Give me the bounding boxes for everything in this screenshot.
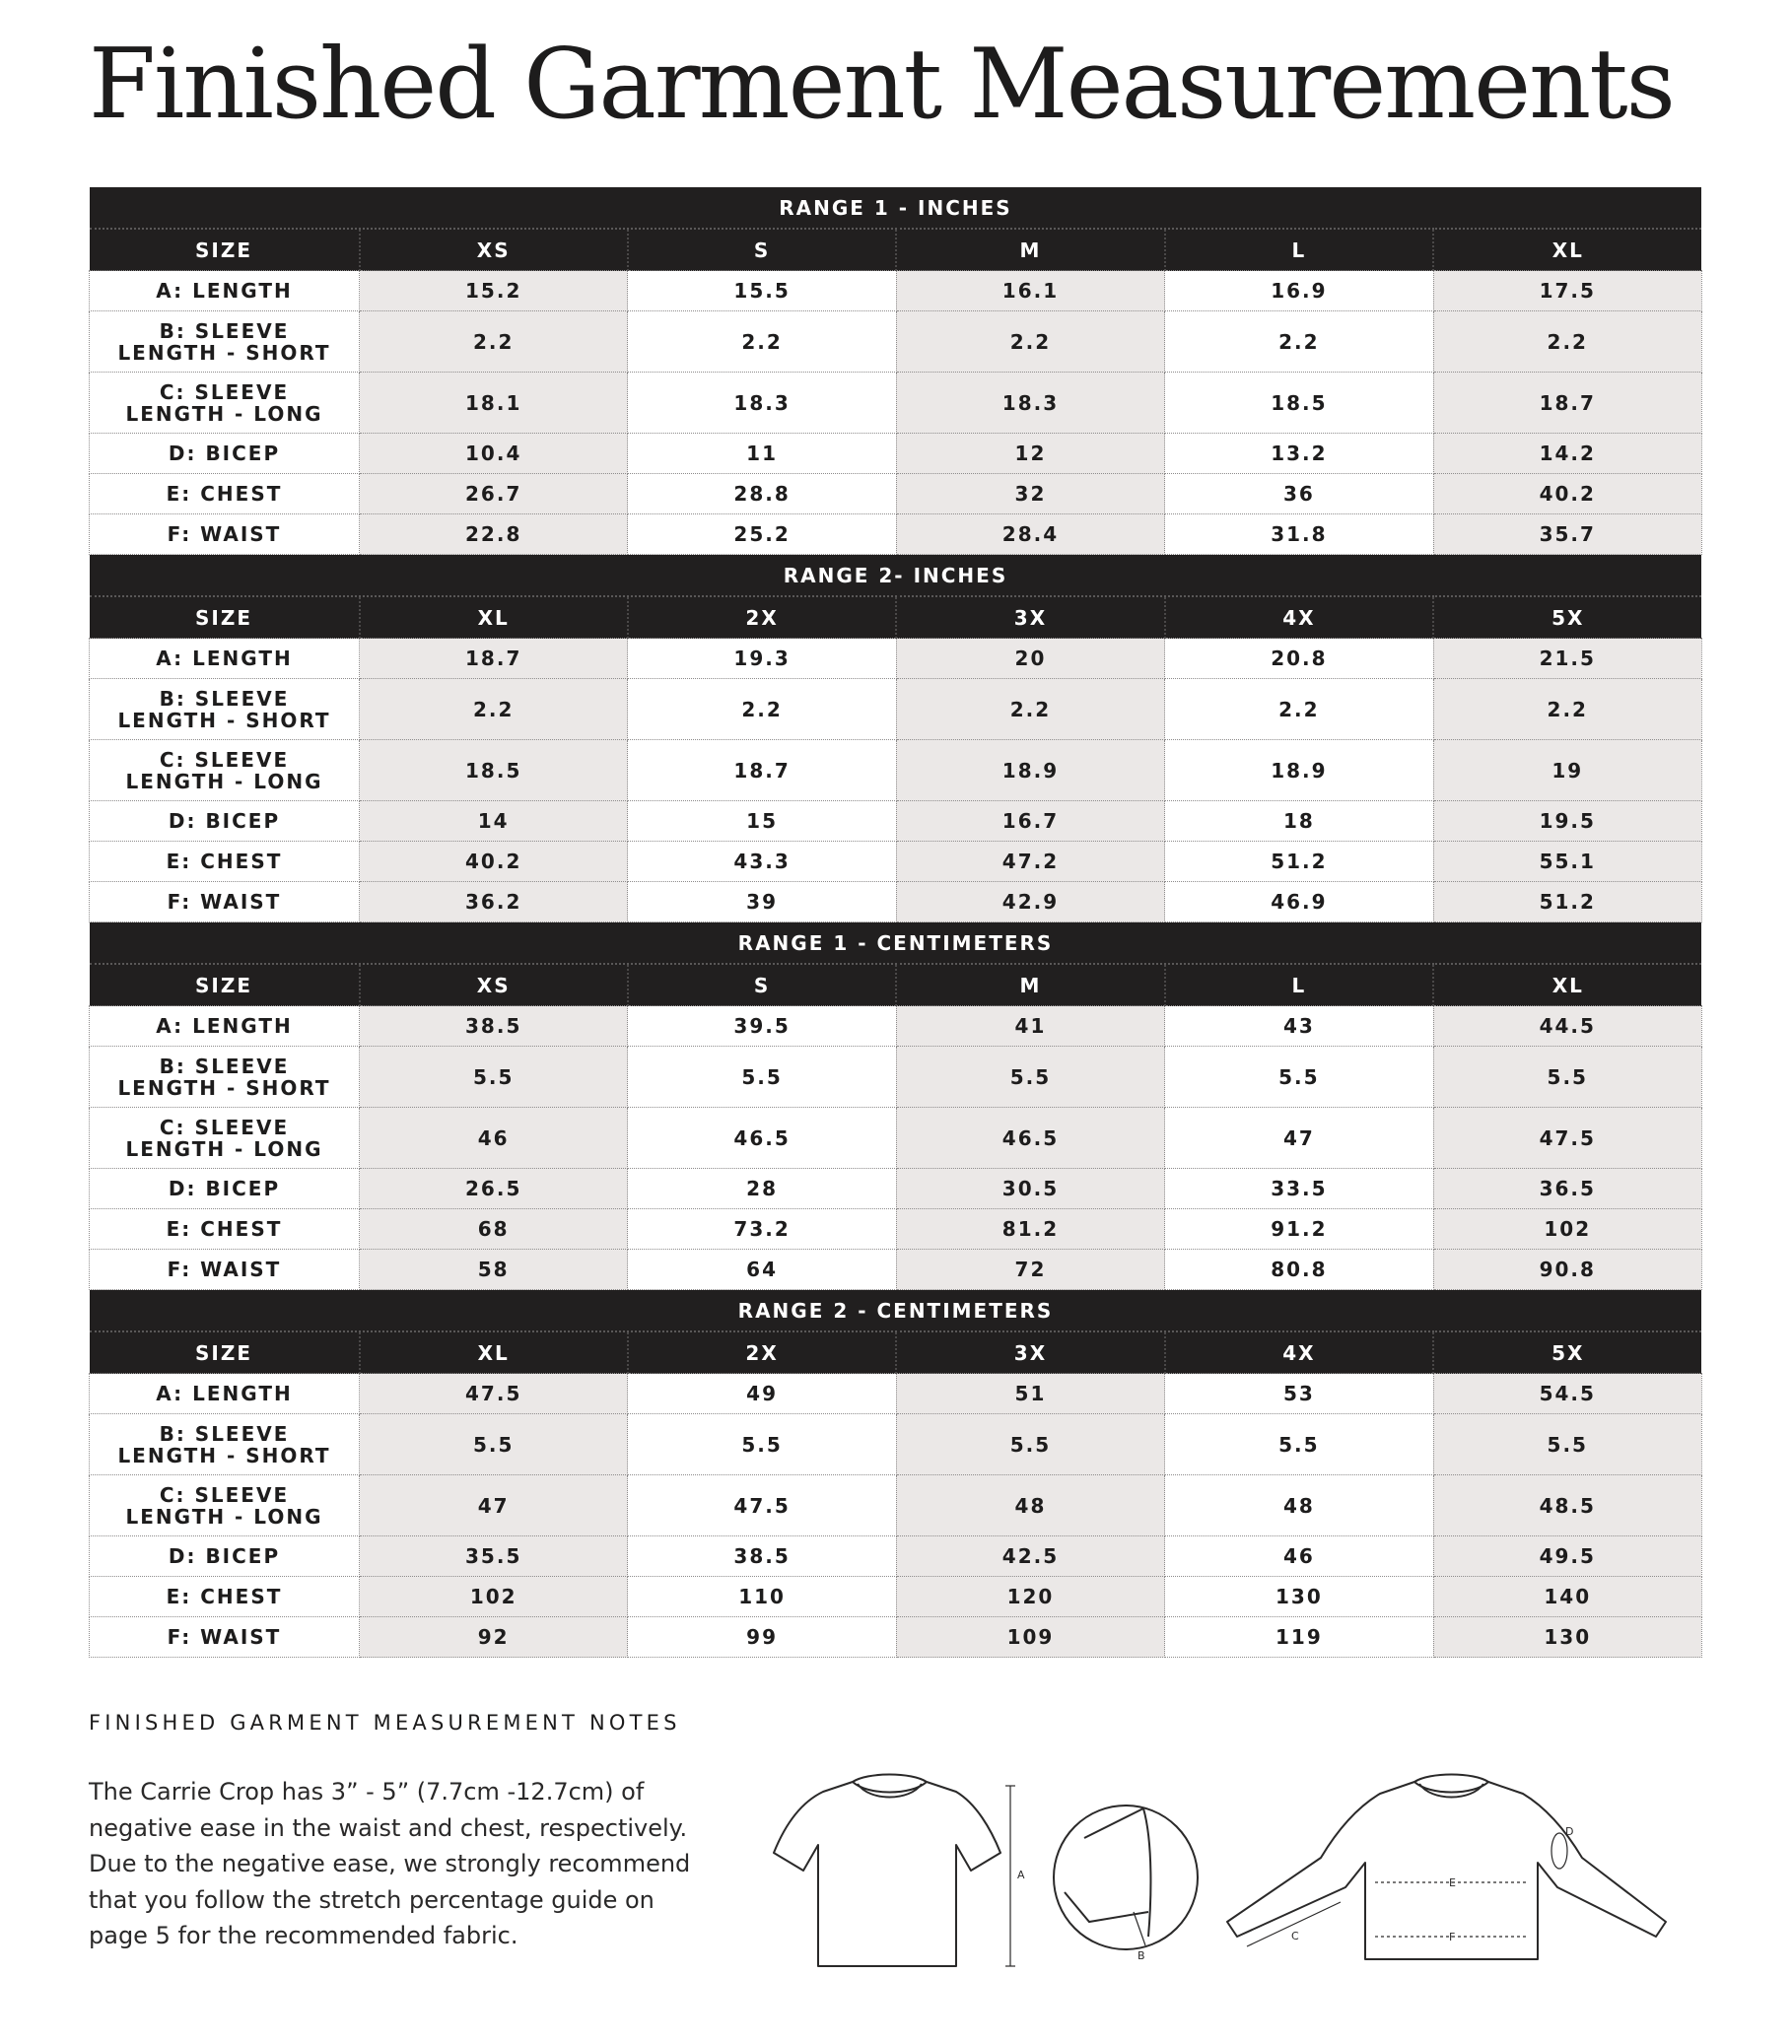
measurement-label: [90, 1047, 360, 1108]
measurement-value: 51.2: [1433, 882, 1701, 922]
table-row: [90, 1374, 1702, 1414]
measurement-value: 20.8: [1165, 639, 1433, 679]
measurement-value: 39.5: [628, 1006, 896, 1047]
size-column-header: 5X: [1433, 1331, 1701, 1374]
measurement-value: 5.5: [1433, 1414, 1701, 1475]
table-row: [90, 271, 1702, 311]
measurement-label: [90, 311, 360, 373]
measurement-label: [90, 1475, 360, 1536]
table-row: [90, 1006, 1702, 1047]
measurement-value: 119: [1165, 1617, 1433, 1658]
size-column-header: 3X: [896, 1331, 1164, 1374]
measurement-value: 40.2: [360, 842, 628, 882]
measurement-label-line: B: SLEEVE: [159, 686, 290, 711]
measurement-value: 18.3: [628, 373, 896, 434]
measurement-value: 20: [896, 639, 1164, 679]
table-row: [90, 1108, 1702, 1169]
measurement-value: 19.3: [628, 639, 896, 679]
table-row: [90, 1169, 1702, 1209]
table-row: [90, 373, 1702, 434]
measurement-value: 46: [360, 1108, 628, 1169]
measurement-label-line: C: SLEEVE: [159, 379, 290, 404]
measurement-value: 31.8: [1165, 514, 1433, 555]
measurement-value: 120: [896, 1577, 1164, 1617]
measurement-value: 140: [1433, 1577, 1701, 1617]
size-column-header: 2X: [628, 1331, 896, 1374]
measurement-value: 10.4: [360, 434, 628, 474]
measurement-value: 12: [896, 434, 1164, 474]
measurement-value: 35.5: [360, 1536, 628, 1577]
measurement-value: 64: [628, 1250, 896, 1290]
measurement-table: [89, 187, 1702, 1658]
measurement-value: 38.5: [628, 1536, 896, 1577]
table-row: [90, 434, 1702, 474]
table-row: [90, 1577, 1702, 1617]
measurement-label: D: BICEP: [90, 801, 360, 842]
measurement-label: D: BICEP: [90, 1169, 360, 1209]
size-header: SIZE: [90, 596, 360, 639]
measurement-value: 5.5: [360, 1414, 628, 1475]
measurement-label-line: LENGTH - LONG: [125, 1136, 323, 1161]
measurement-value: 26.7: [360, 474, 628, 514]
measurement-value: 18: [1165, 801, 1433, 842]
diagram-label-b: B: [1137, 1949, 1145, 1962]
diagram-label-d: D: [1565, 1825, 1574, 1838]
measurement-value: 16.1: [896, 271, 1164, 311]
size-column-header: 4X: [1165, 596, 1433, 639]
measurement-value: 15.2: [360, 271, 628, 311]
size-header: SIZE: [90, 229, 360, 271]
measurement-value: 48: [896, 1475, 1164, 1536]
measurement-value: 48.5: [1433, 1475, 1701, 1536]
measurement-value: 53: [1165, 1374, 1433, 1414]
table-row: [90, 1250, 1702, 1290]
measurement-label-line: LENGTH - SHORT: [117, 708, 331, 732]
measurement-value: 2.2: [628, 311, 896, 373]
measurement-label: A: LENGTH: [90, 1006, 360, 1047]
size-column-header: 5X: [1433, 596, 1701, 639]
measurement-value: 81.2: [896, 1209, 1164, 1250]
table-row: [90, 514, 1702, 555]
measurement-value: 2.2: [360, 679, 628, 740]
measurement-label: [90, 740, 360, 801]
measurement-tables: [89, 187, 1701, 1658]
range-title: RANGE 2 - CENTIMETERS: [90, 1290, 1702, 1332]
size-column-header: XS: [360, 964, 628, 1006]
measurement-value: 72: [896, 1250, 1164, 1290]
measurement-value: 36: [1165, 474, 1433, 514]
size-header: SIZE: [90, 1331, 360, 1374]
measurement-label-line: C: SLEEVE: [159, 747, 290, 772]
measurement-value: 5.5: [360, 1047, 628, 1108]
measurement-value: 18.7: [628, 740, 896, 801]
measurement-label: F: WAIST: [90, 514, 360, 555]
measurement-value: 54.5: [1433, 1374, 1701, 1414]
measurement-value: 2.2: [1433, 679, 1701, 740]
size-column-header: XS: [360, 229, 628, 271]
diagram-label-f: F: [1449, 1931, 1456, 1943]
sleeve-detail-circle-icon: [1054, 1806, 1198, 1949]
measurement-value: 2.2: [360, 311, 628, 373]
measurement-value: 51.2: [1165, 842, 1433, 882]
measurement-value: 18.1: [360, 373, 628, 434]
measurement-value: 47: [1165, 1108, 1433, 1169]
measurement-value: 46: [1165, 1536, 1433, 1577]
size-column-header: 3X: [896, 596, 1164, 639]
measurement-value: 91.2: [1165, 1209, 1433, 1250]
measurement-label: A: LENGTH: [90, 271, 360, 311]
range-title: RANGE 1 - INCHES: [90, 187, 1702, 229]
measurement-value: 42.9: [896, 882, 1164, 922]
table-row: [90, 1617, 1702, 1658]
measurement-label-line: LENGTH - LONG: [125, 401, 323, 426]
measurement-label: D: BICEP: [90, 434, 360, 474]
measurement-value: 2.2: [896, 311, 1164, 373]
measurement-value: 14.2: [1433, 434, 1701, 474]
measurement-value: 18.9: [896, 740, 1164, 801]
measurement-label: [90, 373, 360, 434]
measurement-value: 30.5: [896, 1169, 1164, 1209]
garment-diagram: [759, 1764, 1676, 1991]
measurement-value: 19.5: [1433, 801, 1701, 842]
size-column-header: XL: [360, 596, 628, 639]
measurement-value: 99: [628, 1617, 896, 1658]
measurement-label: A: LENGTH: [90, 1374, 360, 1414]
table-row: [90, 311, 1702, 373]
measurement-value: 39: [628, 882, 896, 922]
measurement-label: [90, 679, 360, 740]
measurement-value: 35.7: [1433, 514, 1701, 555]
measurement-value: 19: [1433, 740, 1701, 801]
measurement-label-line: B: SLEEVE: [159, 1421, 290, 1446]
measurement-value: 32: [896, 474, 1164, 514]
table-row: [90, 679, 1702, 740]
measurement-value: 18.5: [360, 740, 628, 801]
measurement-value: 17.5: [1433, 271, 1701, 311]
measurement-value: 47.5: [628, 1475, 896, 1536]
measurement-value: 42.5: [896, 1536, 1164, 1577]
table-row: [90, 842, 1702, 882]
size-header: SIZE: [90, 964, 360, 1006]
measurement-value: 58: [360, 1250, 628, 1290]
measurement-value: 2.2: [628, 679, 896, 740]
measurement-value: 46.5: [896, 1108, 1164, 1169]
table-row: [90, 1536, 1702, 1577]
measurement-value: 2.2: [1433, 311, 1701, 373]
measurement-value: 80.8: [1165, 1250, 1433, 1290]
size-column-header: M: [896, 229, 1164, 271]
measurement-value: 16.9: [1165, 271, 1433, 311]
size-column-header: L: [1165, 229, 1433, 271]
measurement-value: 41: [896, 1006, 1164, 1047]
measurement-value: 26.5: [360, 1169, 628, 1209]
measurement-value: 5.5: [1433, 1047, 1701, 1108]
measurement-value: 21.5: [1433, 639, 1701, 679]
measurement-value: 43: [1165, 1006, 1433, 1047]
measurement-value: 68: [360, 1209, 628, 1250]
table-row: [90, 474, 1702, 514]
size-column-header: S: [628, 964, 896, 1006]
diagram-label-e: E: [1449, 1876, 1456, 1889]
size-column-header: 4X: [1165, 1331, 1433, 1374]
measurement-value: 44.5: [1433, 1006, 1701, 1047]
table-row: [90, 1475, 1702, 1536]
measurement-value: 109: [896, 1617, 1164, 1658]
measurement-label-line: C: SLEEVE: [159, 1115, 290, 1139]
measurement-value: 92: [360, 1617, 628, 1658]
measurement-value: 2.2: [896, 679, 1164, 740]
measurement-value: 11: [628, 434, 896, 474]
measurement-value: 18.7: [360, 639, 628, 679]
measurement-label-line: LENGTH - SHORT: [117, 1075, 331, 1100]
table-row: [90, 1209, 1702, 1250]
measurement-value: 73.2: [628, 1209, 896, 1250]
measurement-value: 47.5: [360, 1374, 628, 1414]
measurement-label: E: CHEST: [90, 842, 360, 882]
measurement-value: 5.5: [1165, 1414, 1433, 1475]
measurement-label-line: B: SLEEVE: [159, 318, 290, 343]
measurement-label: F: WAIST: [90, 1617, 360, 1658]
range-title: RANGE 1 - CENTIMETERS: [90, 922, 1702, 965]
measurement-value: 5.5: [628, 1414, 896, 1475]
measurement-value: 25.2: [628, 514, 896, 555]
measurement-value: 5.5: [896, 1047, 1164, 1108]
size-column-header: L: [1165, 964, 1433, 1006]
measurement-value: 102: [360, 1577, 628, 1617]
measurement-value: 18.9: [1165, 740, 1433, 801]
measurement-value: 46.5: [628, 1108, 896, 1169]
measurement-label-line: LENGTH - SHORT: [117, 1443, 331, 1467]
measurement-label: A: LENGTH: [90, 639, 360, 679]
measurement-value: 5.5: [1165, 1047, 1433, 1108]
measurement-label: E: CHEST: [90, 1577, 360, 1617]
measurement-value: 36.5: [1433, 1169, 1701, 1209]
measurement-value: 40.2: [1433, 474, 1701, 514]
measurement-value: 2.2: [1165, 679, 1433, 740]
diagram-label-a: A: [1017, 1869, 1025, 1881]
measurement-value: 2.2: [1165, 311, 1433, 373]
table-row: [90, 740, 1702, 801]
measurement-value: 15: [628, 801, 896, 842]
measurement-value: 18.3: [896, 373, 1164, 434]
page-title: Finished Garment Measurements: [89, 29, 1674, 141]
measurement-value: 90.8: [1433, 1250, 1701, 1290]
measurement-value: 14: [360, 801, 628, 842]
measurement-value: 51: [896, 1374, 1164, 1414]
measurement-value: 46.9: [1165, 882, 1433, 922]
measurement-value: 22.8: [360, 514, 628, 555]
size-column-header: XL: [1433, 964, 1701, 1006]
measurement-value: 5.5: [896, 1414, 1164, 1475]
measurement-value: 48: [1165, 1475, 1433, 1536]
diagram-label-c: C: [1291, 1930, 1299, 1942]
measurement-label: [90, 1108, 360, 1169]
measurement-label-line: LENGTH - SHORT: [117, 340, 331, 365]
measurement-value: 15.5: [628, 271, 896, 311]
notes-body: The Carrie Crop has 3” - 5” (7.7cm -12.7cm) of negative ease in the waist and chest, respectively. Due to the negative ease, we strongly recommend that you follow the stretch percentage guide on page 5 for the recommended fabric.: [89, 1778, 691, 1949]
measurement-value: 16.7: [896, 801, 1164, 842]
size-column-header: M: [896, 964, 1164, 1006]
size-column-header: XL: [360, 1331, 628, 1374]
range-title: RANGE 2- INCHES: [90, 555, 1702, 597]
measurement-label-line: LENGTH - LONG: [125, 1504, 323, 1529]
measurement-label: E: CHEST: [90, 474, 360, 514]
measurement-value: 130: [1165, 1577, 1433, 1617]
table-row: [90, 639, 1702, 679]
table-row: [90, 801, 1702, 842]
measurement-value: 28.8: [628, 474, 896, 514]
table-row: [90, 1414, 1702, 1475]
measurement-label-line: LENGTH - LONG: [125, 769, 323, 793]
table-row: [90, 882, 1702, 922]
measurement-label-line: B: SLEEVE: [159, 1054, 290, 1078]
measurement-label: F: WAIST: [90, 1250, 360, 1290]
measurement-label: D: BICEP: [90, 1536, 360, 1577]
measurement-value: 18.7: [1433, 373, 1701, 434]
table-row: [90, 1047, 1702, 1108]
measurement-value: 43.3: [628, 842, 896, 882]
measurement-label: F: WAIST: [90, 882, 360, 922]
size-column-header: S: [628, 229, 896, 271]
short-sleeve-crop-top-icon: [774, 1775, 1015, 1967]
measurement-value: 55.1: [1433, 842, 1701, 882]
measurement-value: 38.5: [360, 1006, 628, 1047]
notes-title: FINISHED GARMENT MEASUREMENT NOTES: [89, 1711, 681, 1735]
measurement-value: 130: [1433, 1617, 1701, 1658]
measurement-value: 28.4: [896, 514, 1164, 555]
measurement-value: 49: [628, 1374, 896, 1414]
measurement-value: 13.2: [1165, 434, 1433, 474]
measurement-label: E: CHEST: [90, 1209, 360, 1250]
measurement-value: 47: [360, 1475, 628, 1536]
measurement-value: 33.5: [1165, 1169, 1433, 1209]
size-column-header: 2X: [628, 596, 896, 639]
measurement-label: [90, 1414, 360, 1475]
measurement-value: 102: [1433, 1209, 1701, 1250]
measurement-label-line: C: SLEEVE: [159, 1482, 290, 1507]
measurement-value: 49.5: [1433, 1536, 1701, 1577]
measurement-value: 18.5: [1165, 373, 1433, 434]
measurement-value: 28: [628, 1169, 896, 1209]
measurement-value: 47.2: [896, 842, 1164, 882]
measurement-value: 110: [628, 1577, 896, 1617]
measurement-value: 47.5: [1433, 1108, 1701, 1169]
size-column-header: XL: [1433, 229, 1701, 271]
measurement-value: 36.2: [360, 882, 628, 922]
measurement-value: 5.5: [628, 1047, 896, 1108]
